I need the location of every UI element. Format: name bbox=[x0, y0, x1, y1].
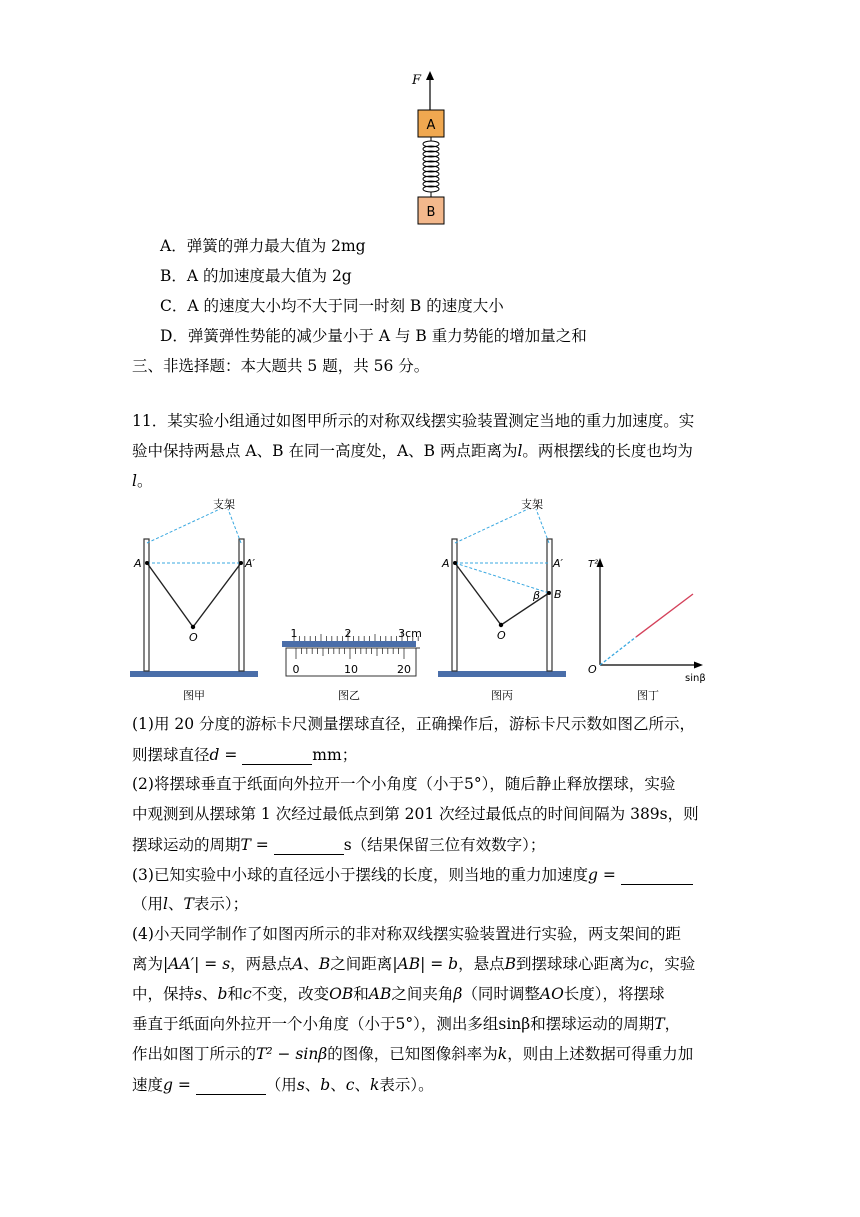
p4b1: 离为 bbox=[132, 955, 164, 973]
eq: = bbox=[597, 866, 621, 884]
var-l: l bbox=[132, 472, 137, 490]
var-l: l bbox=[163, 895, 168, 913]
spring-coil bbox=[423, 137, 439, 197]
var-a: A bbox=[292, 955, 304, 973]
q11-p1-line2 bbox=[132, 744, 357, 765]
p4c6: 长度），将摆球 bbox=[563, 985, 665, 1003]
figure-ding bbox=[588, 558, 706, 702]
he: 和 bbox=[227, 985, 243, 1003]
var-t: T bbox=[183, 895, 194, 913]
main-tick-3: 3cm bbox=[398, 627, 422, 640]
p1b: 则摆球直径 bbox=[132, 746, 210, 764]
label-origin: O bbox=[588, 663, 597, 676]
q11-intro-line2 bbox=[132, 441, 693, 461]
q11-p4-line4 bbox=[132, 1014, 680, 1034]
p4d2: 和摆球运动的周期 bbox=[530, 1015, 655, 1033]
q11-p1-line1: (1)用 20 分度的游标卡尺测量摆球直径，正确操作后，游标卡尺示数如图乙所示， bbox=[132, 715, 696, 733]
p4b2: ，两悬点 bbox=[230, 955, 293, 973]
var-g: g bbox=[163, 1076, 173, 1094]
p4d1: 垂直于纸面向外拉开一个小角度（小于5°），测出多组 bbox=[132, 1015, 499, 1033]
var-c: c bbox=[242, 985, 252, 1003]
p4b4: ，悬点 bbox=[458, 955, 505, 973]
sep: 、 bbox=[354, 1076, 370, 1094]
caption-yi: 图乙 bbox=[338, 689, 360, 702]
sep: 、 bbox=[303, 955, 319, 973]
var-c: c bbox=[640, 955, 649, 973]
q11-p4-line5 bbox=[132, 1044, 693, 1064]
label-a2-jia: A′ bbox=[245, 557, 256, 570]
caption-bing: 图丙 bbox=[491, 689, 513, 702]
section-heading: 三、非选择题：本大题共 5 题，共 56 分。 bbox=[132, 357, 430, 375]
expr-sinb: sinβ bbox=[498, 1015, 531, 1033]
option-c: C．A 的速度大小均不大于同一时刻 B 的速度大小 bbox=[160, 297, 504, 315]
q11-intro-line1: 11．某实验小组通过如图甲所示的对称双线摆实验装置测定当地的重力加速度。实 bbox=[132, 412, 695, 430]
q11-intro2a: 验中保持两悬点 A、B 在同一高度处，A、B 两点距离为 bbox=[132, 442, 518, 460]
q11-p4-line3 bbox=[132, 984, 665, 1004]
expr-ab: |AB| = b bbox=[392, 955, 459, 973]
var-b-point: B bbox=[318, 955, 331, 973]
var-t: T bbox=[654, 1015, 665, 1033]
q11-p4-line6 bbox=[132, 1074, 434, 1095]
sep: 、 bbox=[304, 1076, 321, 1094]
p4c1: 中，保持 bbox=[132, 985, 195, 1003]
var-l: l bbox=[517, 442, 523, 460]
option-a: A．弹簧的弹力最大值为 2mg bbox=[160, 237, 366, 255]
q11-p4-line2 bbox=[132, 954, 695, 974]
expr-graph: T² − sinβ bbox=[256, 1045, 328, 1063]
var-d: d bbox=[209, 746, 220, 764]
p4e2: 的图像，已知图像斜率为 bbox=[327, 1045, 498, 1063]
caption-jia: 图甲 bbox=[183, 689, 205, 702]
eq: = bbox=[219, 746, 243, 764]
label-support-jia: 支架 bbox=[213, 498, 235, 511]
eq: = bbox=[250, 836, 274, 854]
figure-yi bbox=[282, 627, 422, 702]
caption-ding: 图丁 bbox=[637, 689, 659, 702]
label-a2-bing: A′ bbox=[553, 557, 564, 570]
q11-p2-line1: (2)将摆球垂直于纸面向外拉开一个小角度（小于5°），随后静止释放摆球，实验 bbox=[132, 775, 676, 793]
eq: = bbox=[172, 1076, 196, 1094]
main-tick-1: 1 bbox=[290, 627, 298, 640]
var-g: g bbox=[587, 866, 598, 884]
q11-p3-line2 bbox=[132, 894, 248, 914]
p4e1: 作出如图丁所示的 bbox=[132, 1045, 257, 1063]
p3d: 表示）； bbox=[193, 895, 249, 913]
sep: 、 bbox=[330, 1076, 346, 1094]
vern-tick-20: 20 bbox=[397, 663, 411, 676]
p4f2: （用 bbox=[265, 1076, 297, 1094]
figures-row bbox=[120, 495, 720, 705]
label-support-bing: 支架 bbox=[521, 498, 543, 511]
option-b: B．A 的加速度最大值为 2g bbox=[160, 267, 352, 285]
unit-mm: mm； bbox=[312, 746, 358, 764]
q11-p3-line1 bbox=[132, 864, 693, 885]
answer-blank-t[interactable] bbox=[274, 834, 344, 855]
vern-tick-0: 0 bbox=[292, 663, 300, 676]
var-s: s bbox=[296, 1076, 305, 1094]
p2c: 摆球运动的周期 bbox=[132, 836, 241, 854]
block-b-label: B bbox=[426, 205, 436, 220]
p3c: 、 bbox=[167, 895, 184, 913]
var-k: k bbox=[369, 1076, 380, 1094]
p3b: （用 bbox=[132, 895, 164, 913]
p4e3: ，则由上述数据可得重力加 bbox=[507, 1045, 694, 1063]
var-ab: AB bbox=[368, 985, 392, 1003]
q11-intro-line3 bbox=[132, 471, 152, 491]
q11-intro2b: 。两根摆线的长度也均为 bbox=[522, 442, 693, 460]
p4b3: 之间距离 bbox=[330, 955, 393, 973]
answer-blank-g2[interactable] bbox=[196, 1074, 266, 1095]
answer-blank-d[interactable] bbox=[242, 744, 312, 765]
figure-bing bbox=[438, 497, 566, 702]
q11-p4-line1: (4)小天同学制作了如图丙所示的非对称双线摆实验装置进行实验，两支架间的距 bbox=[132, 925, 681, 943]
var-t: T bbox=[240, 836, 251, 854]
var-b: b bbox=[320, 1076, 331, 1094]
vernier-scale bbox=[296, 648, 404, 659]
p4b6: ，实验 bbox=[648, 955, 696, 973]
label-a-bing: A bbox=[442, 557, 450, 570]
label-t2: T² bbox=[588, 559, 599, 570]
spring-figure bbox=[400, 68, 460, 228]
var-ao: AO bbox=[539, 985, 564, 1003]
var-s: s bbox=[194, 985, 202, 1003]
expr-aa: |AA′| = s bbox=[163, 955, 231, 973]
p4f1: 速度 bbox=[132, 1076, 164, 1094]
p4c3: 和 bbox=[353, 985, 369, 1003]
p4f4: 表示）。 bbox=[379, 1076, 434, 1094]
answer-blank-g1[interactable] bbox=[621, 864, 693, 885]
label-sinb: sinβ bbox=[685, 673, 706, 684]
var-beta: β bbox=[453, 985, 463, 1003]
label-beta-bing: β bbox=[533, 589, 541, 602]
vern-tick-10: 10 bbox=[344, 663, 358, 676]
label-o-jia: O bbox=[189, 631, 198, 644]
force-label: F bbox=[412, 73, 422, 88]
var-ob: OB bbox=[329, 985, 354, 1003]
p2d: s（结果保留三位有效数字）； bbox=[343, 836, 546, 854]
main-tick-2: 2 bbox=[344, 627, 352, 640]
var-b-point: B bbox=[504, 955, 517, 973]
var-c: c bbox=[345, 1076, 355, 1094]
figure-jia bbox=[130, 497, 258, 702]
q11-p2-line2: 中观测到从摆球第 1 次经过最低点到第 201 次经过最低点的时间间隔为 389s，则 bbox=[132, 805, 699, 823]
block-a-label: A bbox=[426, 118, 436, 133]
p4c2: 不变，改变 bbox=[251, 985, 330, 1003]
option-d: D．弹簧弹性势能的减少量小于 A 与 B 重力势能的增加量之和 bbox=[160, 327, 587, 345]
var-b: b bbox=[217, 985, 228, 1003]
p4c4: 之间夹角 bbox=[391, 985, 454, 1003]
p3a: (3)已知实验中小球的直径远小于摆线的长度，则当地的重力加速度 bbox=[132, 866, 588, 884]
label-b-bing: B bbox=[554, 588, 562, 601]
p4d3: ， bbox=[664, 1015, 681, 1033]
q11-intro3b: 。 bbox=[136, 472, 153, 490]
var-k: k bbox=[497, 1045, 508, 1063]
p4b5: 到摆球球心距离为 bbox=[516, 955, 641, 973]
label-o-bing: O bbox=[497, 629, 506, 642]
q11-p2-line3 bbox=[132, 834, 545, 855]
p4c5: （同时调整 bbox=[462, 985, 540, 1003]
label-a-jia: A bbox=[134, 557, 142, 570]
sep: 、 bbox=[201, 985, 218, 1003]
